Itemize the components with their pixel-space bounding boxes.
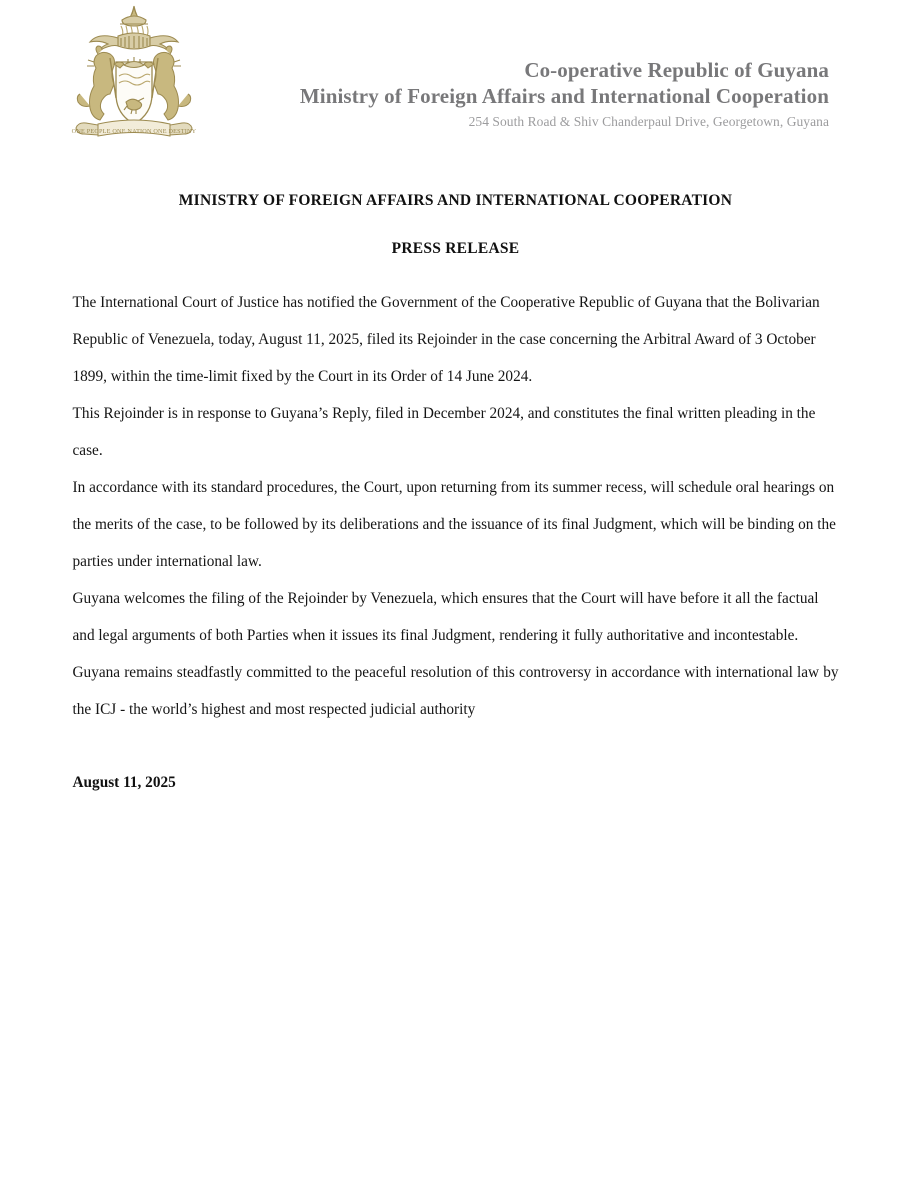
letterhead xyxy=(0,0,911,150)
organization-block xyxy=(300,58,829,129)
ministry-name: Ministry of Foreign Affairs and International Cooperation xyxy=(299,83,829,108)
body-paragraph: The International Court of Justice has notified the Government of the Cooperative Republic of Guyana that the Bolivarian Republic of Venezuela, today, August 11, 2025, filed its Rejoinder in the case concerning the Arbitral Award of 3 October 1899, within the time-limit fixed by the Court in its Order of 14 June 2024. xyxy=(72,294,820,385)
document-subtitle: PRESS RELEASE xyxy=(391,240,520,257)
country-name: Co-operative Republic of Guyana xyxy=(524,58,829,82)
guyana-coat-of-arms-icon xyxy=(58,2,210,144)
body-paragraph: In accordance with its standard procedures, the Court, upon returning from its summer recess, will schedule oral hearings on the merits of the case, to be followed by its deliberations and the issuance of its final Judgment, which will be binding on the parties under international law. xyxy=(72,479,836,570)
page-title: MINISTRY OF FOREIGN AFFAIRS AND INTERNATIONAL COOPERATION xyxy=(178,192,733,209)
document-body xyxy=(73,258,839,801)
ministry-address: 254 South Road & Shiv Chanderpaul Drive, Georgetown, Guyana xyxy=(468,113,829,129)
body-paragraph: This Rejoinder is in response to Guyana’s Reply, filed in December 2024, and constitutes the final written pleading in the case. xyxy=(72,405,816,459)
body-paragraph: Guyana remains steadfastly committed to the peaceful resolution of this controversy in accordance with international law by the ICJ - the world’s highest and most respected judicial authority xyxy=(72,664,839,718)
body-paragraph: Guyana welcomes the filing of the Rejoinder by Venezuela, which ensures that the Court will have before it all the factual and legal arguments of both Parties when it issues its final Judgment, rendering it fully authoritative and incontestable. xyxy=(72,590,819,644)
svg-text:ONE PEOPLE ONE NATION ONE DEST: ONE PEOPLE ONE NATION ONE DESTINY xyxy=(71,128,197,135)
document-date: August 11, 2025 xyxy=(72,774,176,791)
